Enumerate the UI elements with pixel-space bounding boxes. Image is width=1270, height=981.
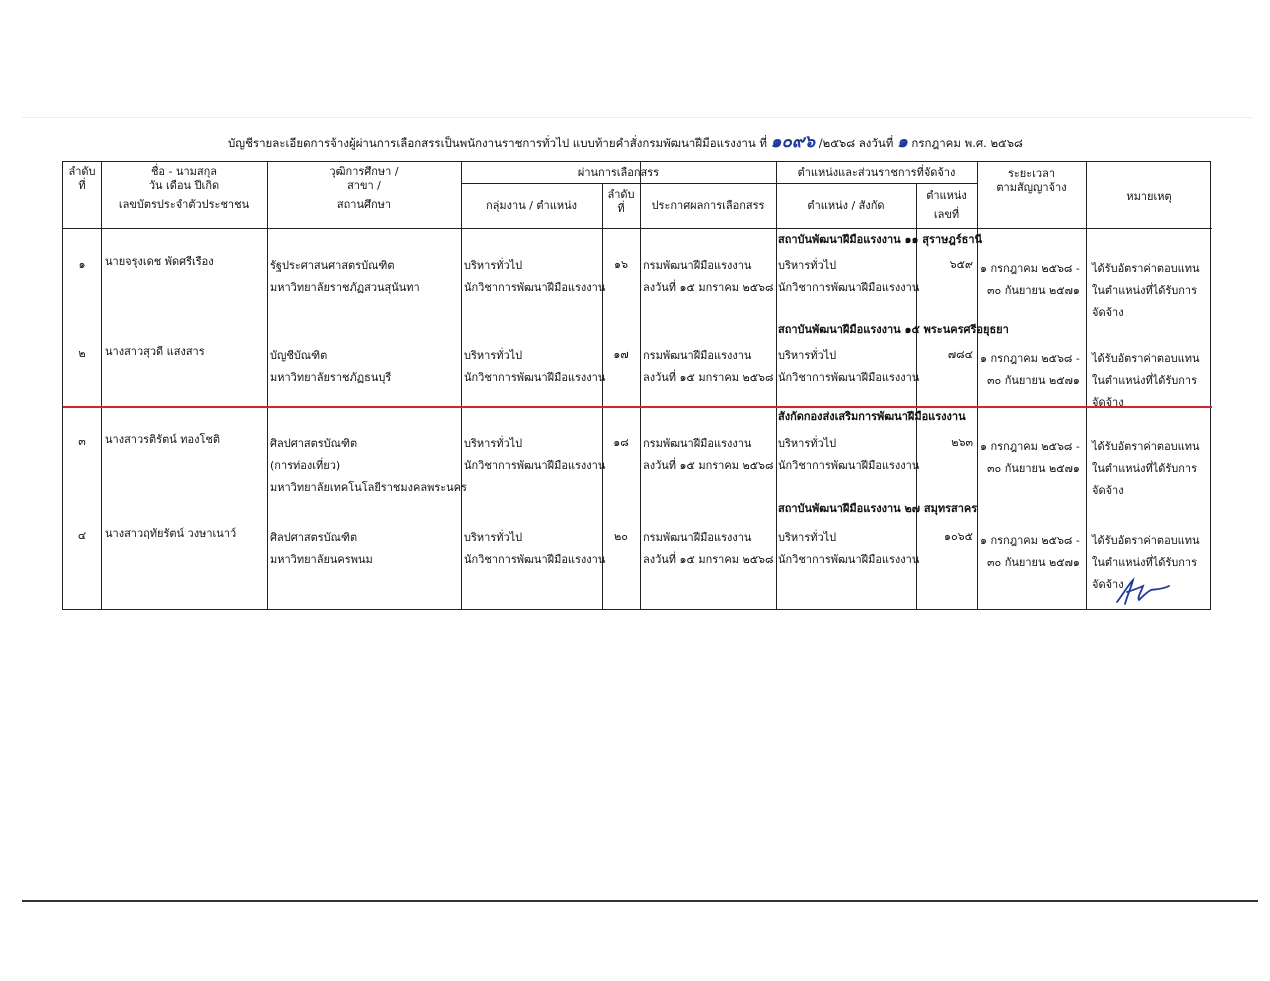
row2-unit: สถาบันพัฒนาฝีมือแรงงาน ๑๕ พระนครศรีอยุธยา [778, 323, 1009, 336]
employment-table [62, 161, 1211, 610]
row2-remark: ได้รับอัตราค่าตอบแทน ในตำแหน่งที่ได้รับการ จัดจ้าง [1092, 352, 1200, 409]
title-month-year: กรกฎาคม พ.ศ. ๒๕๖๘ [911, 136, 1023, 150]
row3-remark: ได้รับอัตราค่าตอบแทน ในตำแหน่งที่ได้รับการ จัดจ้าง [1092, 440, 1200, 497]
row3-sel-position: บริหารทั่วไป นักวิชาการพัฒนาฝีมือแรงงาน [464, 437, 606, 472]
row4-sel-position: บริหารทั่วไป นักวิชาการพัฒนาฝีมือแรงงาน [464, 531, 606, 566]
row3-announcement: กรมพัฒนาฝีมือแรงงาน ลงวันที่ ๑๕ มกราคม ๒๕๖๘ [643, 437, 774, 472]
row4-no: ๔ [77, 529, 87, 542]
handwritten-signature-icon [1113, 574, 1173, 608]
row3-period: ๑ กรกฎาคม ๒๕๖๘ - ๓๐ กันยายน ๒๕๗๑ [980, 440, 1080, 475]
row1-unit: สถาบันพัฒนาฝีมือแรงงาน ๑๑ สุราษฎร์ธานี [778, 233, 983, 246]
row1-sel-position: บริหารทั่วไป นักวิชาการพัฒนาฝีมือแรงงาน [464, 259, 606, 294]
row1-announcement: กรมพัฒนาฝีมือแรงงาน ลงวันที่ ๑๕ มกราคม ๒๕๖๘ [643, 259, 774, 294]
row4-period: ๑ กรกฎาคม ๒๕๖๘ - ๓๐ กันยายน ๒๕๗๑ [980, 534, 1080, 569]
row2-name: นางสาวสุวดี แสงสาร [105, 345, 205, 358]
title-prefix: บัญชีรายละเอียดการจ้างผู้ผ่านการเลือกสรรเป็นพนักงานราชการทั่วไป แบบท้ายคำสั่งกรมพัฒนาฝีมือแรงงาน ที่ [228, 136, 767, 150]
header-sel-rank: ลำดับ ที่ [607, 188, 635, 215]
bottom-divider [22, 900, 1258, 902]
row2-education: บัญชีบัณฑิต มหาวิทยาลัยราชภัฏธนบุรี [270, 349, 392, 384]
header-sel-position: กลุ่มงาน / ตำแหน่ง [486, 199, 577, 212]
row2-announcement: กรมพัฒนาฝีมือแรงงาน ลงวันที่ ๑๕ มกราคม ๒๕๖๘ [643, 349, 774, 384]
row1-education: รัฐประศาสนศาสตรบัณฑิต มหาวิทยาลัยราชภัฏสวนสุนันทา [270, 259, 420, 294]
row4-unit: สถาบันพัฒนาฝีมือแรงงาน ๒๗ สมุทรสาคร [778, 502, 978, 515]
row1-period: ๑ กรกฎาคม ๒๕๖๘ - ๓๐ กันยายน ๒๕๗๑ [980, 262, 1080, 297]
header-selection: ผ่านการเลือกสรร [577, 166, 660, 179]
row4-rank: ๒๐ [614, 530, 628, 543]
row3-name: นางสาวรติรัตน์ ทองโชติ [105, 433, 221, 446]
red-divider-mark [63, 406, 1212, 408]
row1-remark: ได้รับอัตราค่าตอบแทน ในตำแหน่งที่ได้รับการ จัดจ้าง [1092, 262, 1200, 319]
row2-period: ๑ กรกฎาคม ๒๕๖๘ - ๓๐ กันยายน ๒๕๗๑ [980, 352, 1080, 387]
row3-position-number: ๒๖๓ [951, 436, 973, 449]
row4-position-number: ๑๐๖๕ [943, 530, 973, 543]
row2-no: ๒ [78, 347, 86, 360]
header-education: วุฒิการศึกษา / สาขา / สถานศึกษา [329, 165, 399, 211]
order-number-handwritten: ๑๐๙๖ [770, 132, 816, 152]
day-handwritten: ๑ [896, 132, 908, 152]
row4-education: ศิลปศาสตรบัณฑิต มหาวิทยาลัยนครพนม [270, 531, 373, 566]
row3-rank: ๑๘ [613, 436, 629, 449]
row4-announcement: กรมพัฒนาฝีมือแรงงาน ลงวันที่ ๑๕ มกราคม ๒๕๖๘ [643, 531, 774, 566]
row3-assign-position: บริหารทั่วไป นักวิชาการพัฒนาฝีมือแรงงาน [778, 437, 920, 472]
row2-assign-position: บริหารทั่วไป นักวิชาการพัฒนาฝีมือแรงงาน [778, 349, 920, 384]
row3-no: ๓ [78, 435, 86, 448]
row4-assign-position: บริหารทั่วไป นักวิชาการพัฒนาฝีมือแรงงาน [778, 531, 920, 566]
document-title [228, 128, 1128, 155]
row2-sel-position: บริหารทั่วไป นักวิชาการพัฒนาฝีมือแรงงาน [464, 349, 606, 384]
row1-position-number: ๖๕๙ [949, 258, 973, 271]
header-position-number: ตำแหน่ง เลขที่ [926, 189, 967, 221]
row2-rank: ๑๗ [613, 348, 629, 361]
row4-remark: ได้รับอัตราค่าตอบแทน ในตำแหน่งที่ได้รับการ จัดจ้าง [1092, 534, 1200, 591]
top-divider [22, 117, 1252, 118]
header-no: ลำดับ ที่ [68, 165, 96, 192]
row3-unit: สังกัดกองส่งเสริมการพัฒนาฝีมือแรงงาน [778, 410, 966, 423]
title-year: /๒๕๖๘ ลงวันที่ [818, 136, 894, 150]
row1-assign-position: บริหารทั่วไป นักวิชาการพัฒนาฝีมือแรงงาน [778, 259, 920, 294]
header-announcement: ประกาศผลการเลือกสรร [651, 199, 765, 212]
row1-name: นายจรุงเดช พัดศรีเรือง [105, 255, 214, 268]
header-period: ระยะเวลา ตามสัญญาจ้าง [996, 167, 1067, 194]
row3-education: ศิลปศาสตรบัณฑิต (การท่องเที่ยว) มหาวิทยาลัยเทคโนโลยีราชมงคลพระนคร [270, 437, 467, 494]
row1-rank: ๑๖ [614, 258, 628, 271]
header-remark: หมายเหตุ [1126, 190, 1172, 203]
header-assign-position: ตำแหน่ง / สังกัด [807, 199, 885, 212]
row4-name: นางสาวฤทัยรัตน์ วงษาเนาว์ [105, 527, 237, 540]
header-name: ชื่อ - นามสกุล วัน เดือน ปีเกิด เลขบัตรประจำตัวประชาชน [118, 165, 250, 211]
row1-no: ๑ [78, 258, 86, 271]
row2-position-number: ๗๘๔ [947, 348, 973, 361]
header-assignment: ตำแหน่งและส่วนราชการที่จัดจ้าง [797, 166, 956, 179]
